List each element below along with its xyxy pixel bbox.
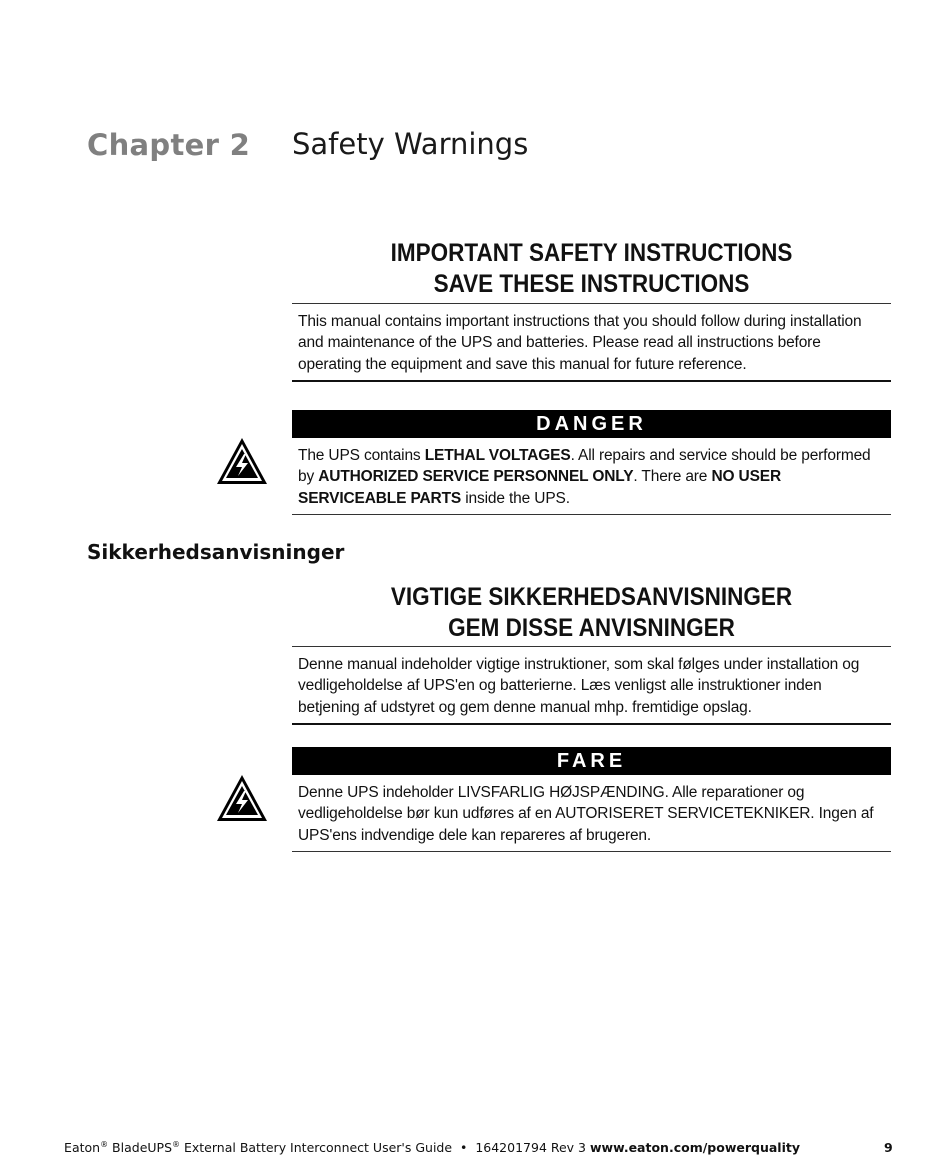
- high-voltage-warning-icon: [215, 773, 269, 823]
- danger-label: DANGER: [292, 410, 891, 438]
- chapter-label: Chapter 2: [87, 128, 251, 162]
- danish-heading-line2: GEM DISSE ANVISNINGER: [448, 614, 735, 642]
- page-number: 9: [884, 1140, 893, 1155]
- emphasis-no-serviceable-parts: NO USER SERVICEABLE PARTS: [298, 468, 782, 507]
- danish-intro-paragraph: Denne manual indeholder vigtige instruktioner, som skal følges under installation og vedligeholdelse af UPS'en og batterierne. Læs venligst alle instruktioner inden betjening af udstyret og gem denne manual mhp. fremtidige opslag.: [298, 656, 860, 716]
- danger-text: The UPS contains LETHAL VOLTAGES. All repairs and service should be performed by AUTHORIZED SERVICE PERSONNEL ONLY. There are NO USER SERVICEABLE PARTS inside the UPS.: [298, 447, 871, 507]
- danish-instructions: [292, 582, 891, 725]
- intro-paragraph: This manual contains important instructions that you should follow during installation and maintenance of the UPS and batteries. Please read all instructions before operating the equipment and save this manual for future reference.: [298, 313, 862, 373]
- safety-heading-line2: SAVE THESE INSTRUCTIONS: [433, 270, 750, 298]
- fare-label: FARE: [292, 747, 891, 775]
- fare-warning: [292, 747, 891, 852]
- danish-heading-line1: VIGTIGE SIKKERHEDSANVISNINGER: [390, 583, 793, 611]
- divider: [292, 380, 891, 382]
- danish-heading: [322, 582, 861, 644]
- danish-section-title: Sikkerhedsanvisninger: [87, 540, 345, 564]
- safety-heading: [322, 238, 861, 300]
- fare-text: Denne UPS indeholder LIVSFARLIG HØJSPÆNDING. Alle reparationer og vedligeholdelse bør kun udføres af en AUTORISERET SERVICETEKNIKER. Ingen af UPS'ens indvendige dele kan repareres af brugeren.: [298, 784, 874, 844]
- safety-heading-line1: IMPORTANT SAFETY INSTRUCTIONS: [390, 239, 793, 267]
- divider: [292, 514, 891, 515]
- divider: [292, 723, 891, 725]
- footer-url[interactable]: www.eaton.com/powerquality: [589, 1140, 800, 1156]
- emphasis-lethal-voltages: LETHAL VOLTAGES: [424, 447, 571, 464]
- footer-text: Eaton® BladeUPS® External Battery Interconnect User's Guide • 164201794 Rev 3 www.eaton.com/powerquality: [64, 1140, 800, 1156]
- english-instructions: [292, 238, 891, 382]
- danger-warning: [292, 410, 891, 515]
- emphasis-authorized-personnel: AUTHORIZED SERVICE PERSONNEL ONLY: [318, 468, 634, 486]
- high-voltage-warning-icon: [215, 436, 269, 486]
- divider: [292, 851, 891, 852]
- chapter-title: Safety Warnings: [292, 127, 529, 161]
